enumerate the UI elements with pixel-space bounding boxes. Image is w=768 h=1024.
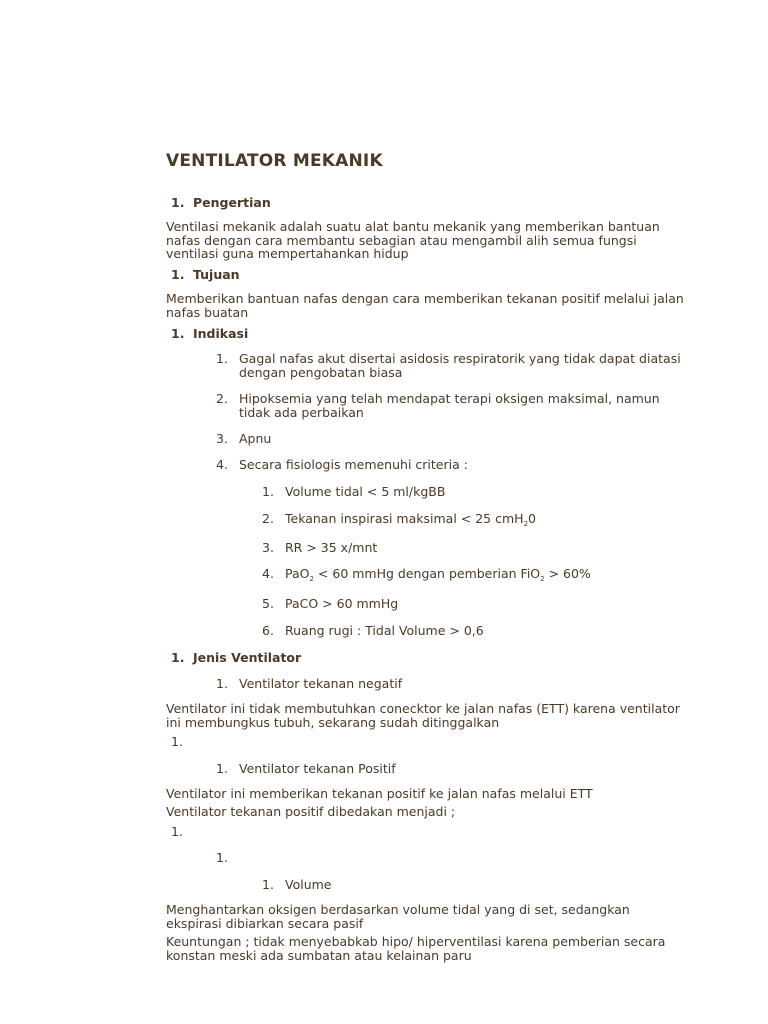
text-part: 0 — [528, 511, 536, 526]
criteria-item-2 — [262, 512, 536, 526]
volume-item — [262, 878, 332, 892]
section-pengertian-heading — [171, 195, 271, 210]
text-line: ini membungkus tubuh, sekarang sudah ditinggalkan — [166, 714, 500, 730]
text-part: > 60% — [544, 566, 591, 581]
list-number: 2. — [262, 511, 274, 526]
indikasi-item-1 — [216, 352, 681, 379]
paragraph-pengertian — [166, 220, 660, 261]
jenis-negatif-item — [216, 677, 402, 691]
text-line: Secara fisiologis memenuhi criteria : — [239, 457, 468, 472]
criteria-item-3 — [262, 541, 377, 555]
text-line: PaCO > 60 mmHg — [285, 596, 399, 611]
text-line: tidak ada perbaikan — [239, 404, 364, 420]
text-part: < 60 mmHg dengan pemberian FiO — [313, 566, 541, 581]
text-line: Ventilator ini tidak membutuhkan conecktor ke jalan nafas (ETT) karena ventilator — [166, 701, 680, 716]
list-number: 1. — [171, 267, 185, 282]
section-indikasi-heading — [171, 326, 248, 341]
text-line: RR > 35 x/mnt — [285, 540, 378, 555]
empty-list-number: 1. — [216, 850, 228, 865]
list-number: 1. — [216, 351, 228, 366]
text-part: PaO — [285, 566, 310, 581]
subscript: 2 — [540, 575, 545, 583]
heading-text: Indikasi — [193, 326, 249, 341]
paragraph-keuntungan — [166, 935, 665, 962]
list-number: 1. — [216, 761, 228, 776]
jenis-positif-item — [216, 762, 396, 776]
subscript: 2 — [523, 520, 529, 528]
text-line: Hipoksemia yang telah mendapat terapi oksigen maksimal, namun — [239, 391, 660, 406]
text-line: ventilasi guna mempertahankan hidup — [166, 246, 409, 261]
paragraph-volume — [166, 903, 630, 930]
paragraph-positif — [166, 787, 593, 818]
list-number: 1. — [216, 676, 228, 691]
text-line: Apnu — [239, 431, 272, 446]
indikasi-item-4 — [216, 458, 468, 472]
criteria-item-5 — [262, 597, 398, 611]
paragraph-negatif — [166, 702, 680, 729]
text-line: dengan pengobatan biasa — [239, 364, 403, 380]
list-number: 1. — [171, 326, 185, 341]
list-number: 1. — [171, 195, 185, 210]
heading-text: Tujuan — [193, 267, 240, 282]
heading-text: Jenis Ventilator — [193, 650, 302, 665]
text-line: Ventilator tekanan Positif — [239, 761, 396, 776]
text-line: Memberikan bantuan nafas dengan cara memberikan tekanan positif melalui jalan — [166, 291, 684, 306]
text-line: Ventilator tekanan negatif — [239, 676, 403, 691]
list-number: 3. — [262, 540, 274, 555]
empty-list-number: 1. — [171, 734, 183, 749]
list-number: 5. — [262, 596, 274, 611]
text-part: Tekanan inspirasi maksimal < 25 cmH — [285, 511, 524, 526]
paragraph-tujuan — [166, 292, 684, 319]
text-line: Ventilator ini memberikan tekanan positif ke jalan nafas melalui ETT — [166, 786, 593, 801]
text-line: Ruang rugi : Tidal Volume > 0,6 — [285, 623, 484, 638]
section-jenis-heading — [171, 650, 301, 665]
subscript: 2 — [309, 575, 314, 583]
list-number: 1. — [171, 650, 185, 665]
list-number: 1. — [262, 484, 274, 499]
list-number: 4. — [262, 566, 274, 581]
text-line: Menghantarkan oksigen berdasarkan volume tidal yang di set, sedangkan — [166, 902, 630, 917]
text-line: nafas dengan cara membantu sebagian atau mengambil alih semua fungsi — [166, 232, 637, 248]
page-title: VENTILATOR MEKANIK — [166, 151, 383, 171]
text-line: Ventilasi mekanik adalah suatu alat bantu mekanik yang memberikan bantuan — [166, 219, 660, 234]
text-line: Keuntungan ; tidak menyebabkab hipo/ hiperventilasi karena pemberian secara — [166, 934, 666, 949]
criteria-item-6 — [262, 624, 484, 638]
indikasi-item-2 — [216, 392, 660, 419]
text-line: Volume tidal < 5 ml/kgBB — [285, 484, 446, 499]
list-number: 3. — [216, 431, 228, 446]
criteria-item-1 — [262, 485, 445, 499]
text-line: konstan meski ada sumbatan atau kelainan paru — [166, 947, 472, 963]
text-line: ekspirasi dibiarkan secara pasif — [166, 915, 364, 931]
list-number: 4. — [216, 457, 228, 472]
list-number: 1. — [262, 877, 274, 892]
list-number: 2. — [216, 391, 228, 406]
indikasi-item-3 — [216, 432, 271, 446]
list-number: 6. — [262, 623, 274, 638]
criteria-item-4 — [262, 567, 591, 581]
heading-text: Pengertian — [193, 195, 271, 210]
text-line: Ventilator tekanan positif dibedakan menjadi ; — [166, 803, 456, 819]
empty-list-number: 1. — [171, 824, 183, 839]
text-line: nafas buatan — [166, 304, 249, 320]
text-line: Gagal nafas akut disertai asidosis respiratorik yang tidak dapat diatasi — [239, 351, 681, 366]
section-tujuan-heading — [171, 267, 240, 282]
text-line: Volume — [285, 877, 332, 892]
